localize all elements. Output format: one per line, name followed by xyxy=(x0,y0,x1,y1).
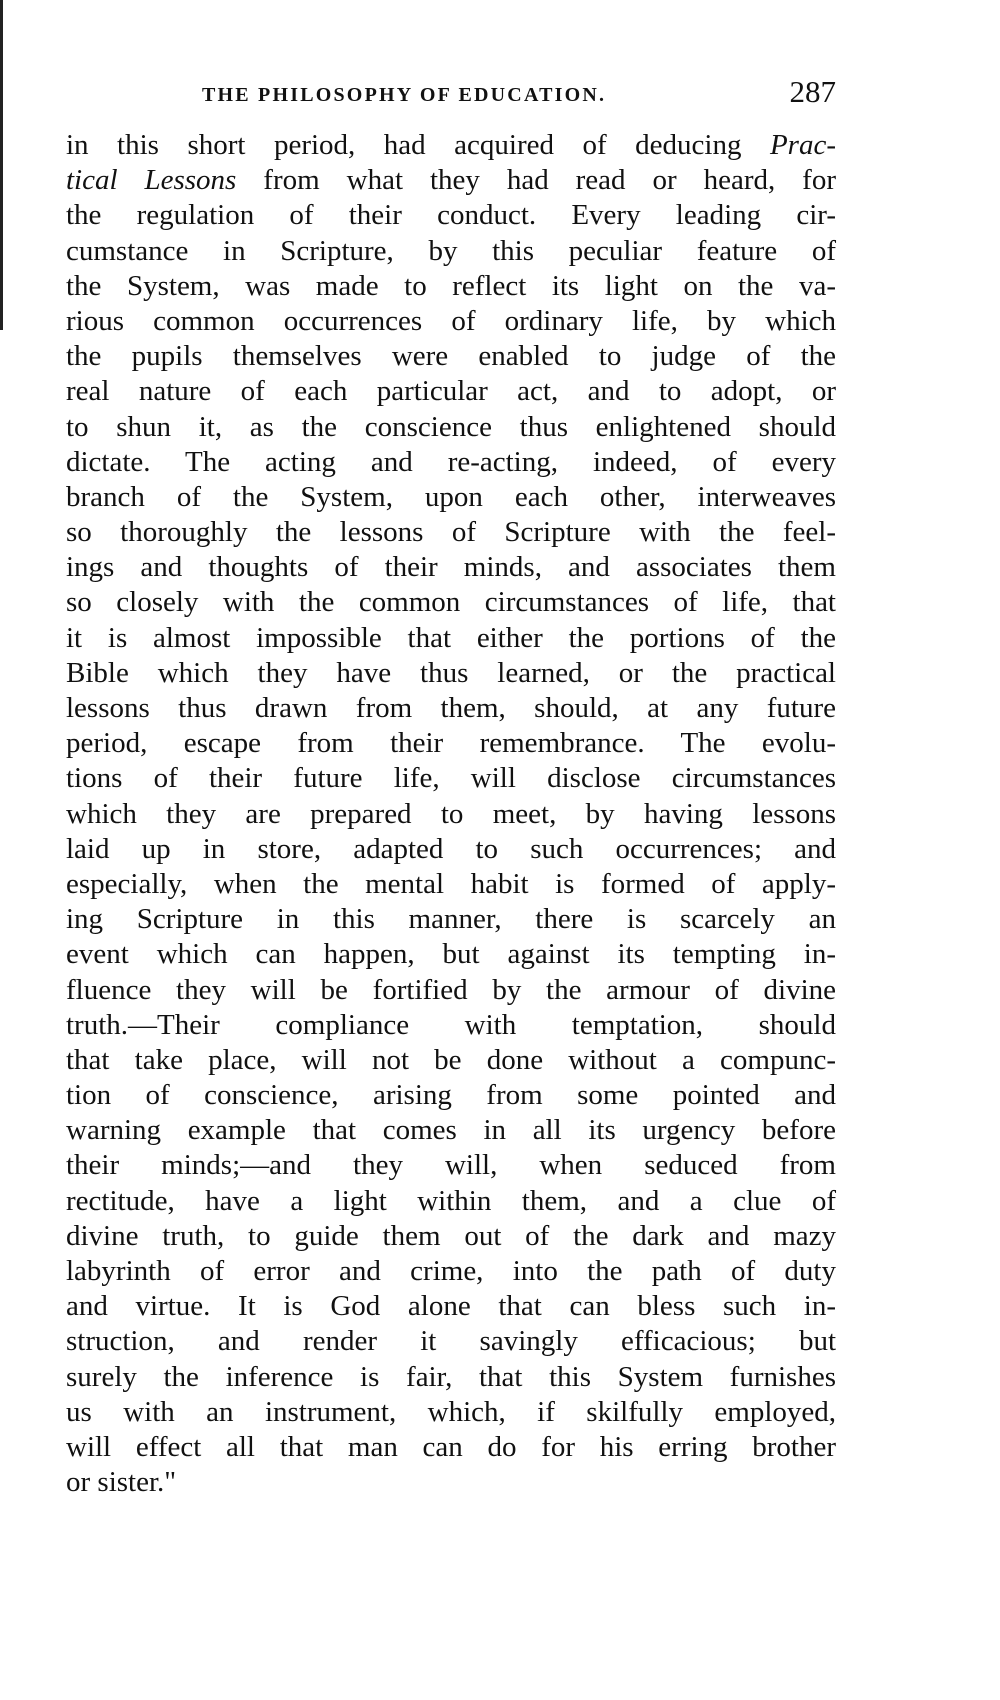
text-line: period, escape from their remembrance. The evolu- xyxy=(66,727,836,760)
page-header xyxy=(66,70,836,120)
text-segment: from what they had read or heard, for xyxy=(236,164,836,197)
body-text xyxy=(66,128,836,1500)
text-line: warning example that comes in all its urgency before xyxy=(66,1114,836,1147)
text-line: Bible which they have thus learned, or the practical xyxy=(66,656,836,689)
text-line: especially, when the mental habit is formed of apply- xyxy=(66,867,836,900)
text-line: surely the inference is fair, that this System furnishes xyxy=(66,1360,836,1393)
text-line: fluence they will be fortified by the armour of divine xyxy=(66,973,836,1006)
text-line: dictate. The acting and re-acting, indeed, of every xyxy=(66,445,836,478)
text-line: rious common occurrences of ordinary life, by which xyxy=(66,304,836,337)
text-line: rectitude, have a light within them, and a clue of xyxy=(66,1184,836,1217)
text-line: the pupils themselves were enabled to judge of the xyxy=(66,340,836,373)
text-line: or sister." xyxy=(66,1466,177,1499)
text-line: ings and thoughts of their minds, and associates them xyxy=(66,551,836,584)
text-segment: in this short period, had acquired of deducing xyxy=(66,129,770,161)
text-line: their minds;—and they will, when seduced from xyxy=(66,1149,836,1182)
text-line: to shun it, as the conscience thus enlightened should xyxy=(66,410,836,443)
text-line: labyrinth of error and crime, into the path of duty xyxy=(66,1255,836,1287)
text-line: will effect all that man can do for his erring brother xyxy=(66,1430,836,1463)
text-line: real nature of each particular act, and to adopt, or xyxy=(66,375,836,408)
text-line: the System, was made to reflect its light on the va- xyxy=(66,269,836,302)
text-line: so closely with the common circumstances of life, that xyxy=(66,586,836,619)
text-line: which they are prepared to meet, by having lessons xyxy=(66,797,836,830)
text-line: tion of conscience, arising from some pointed and xyxy=(66,1079,836,1112)
text-line: so thoroughly the lessons of Scripture with the feel- xyxy=(66,516,836,549)
text-line: the regulation of their conduct. Every leading cir- xyxy=(66,199,836,232)
text-line: laid up in store, adapted to such occurrences; and xyxy=(66,832,836,865)
book-page xyxy=(66,70,836,1500)
text-line: divine truth, to guide them out of the dark and mazy xyxy=(66,1219,836,1252)
running-head: THE PHILOSOPHY OF EDUCATION. xyxy=(202,84,607,106)
text-line: that take place, will not be done without a compunc- xyxy=(66,1043,836,1076)
text-line: lessons thus drawn from them, should, at any future xyxy=(66,692,836,724)
text-line: us with an instrument, which, if skilfully employed, xyxy=(66,1395,836,1428)
text-line: branch of the System, upon each other, interweaves xyxy=(66,480,836,513)
text-segment-italic: Prac- xyxy=(769,129,836,161)
text-line: truth.—Their compliance with temptation, should xyxy=(66,1008,836,1041)
scan-edge-mark xyxy=(0,0,3,330)
page-number: 287 xyxy=(789,74,836,109)
text-line: ing Scripture in this manner, there is scarcely an xyxy=(66,903,836,936)
text-line: cumstance in Scripture, by this peculiar feature of xyxy=(66,234,836,267)
text-line xyxy=(66,128,836,163)
text-line: struction, and render it savingly efficacious; but xyxy=(66,1325,836,1358)
text-line: tions of their future life, will disclose circumstances xyxy=(66,762,836,795)
text-line xyxy=(66,163,836,198)
text-line: it is almost impossible that either the portions of the xyxy=(66,621,836,654)
text-line: event which can happen, but against its tempting in- xyxy=(66,938,836,971)
text-segment-italic: tical Lessons xyxy=(66,164,237,197)
text-line: and virtue. It is God alone that can bless such in- xyxy=(66,1290,836,1323)
